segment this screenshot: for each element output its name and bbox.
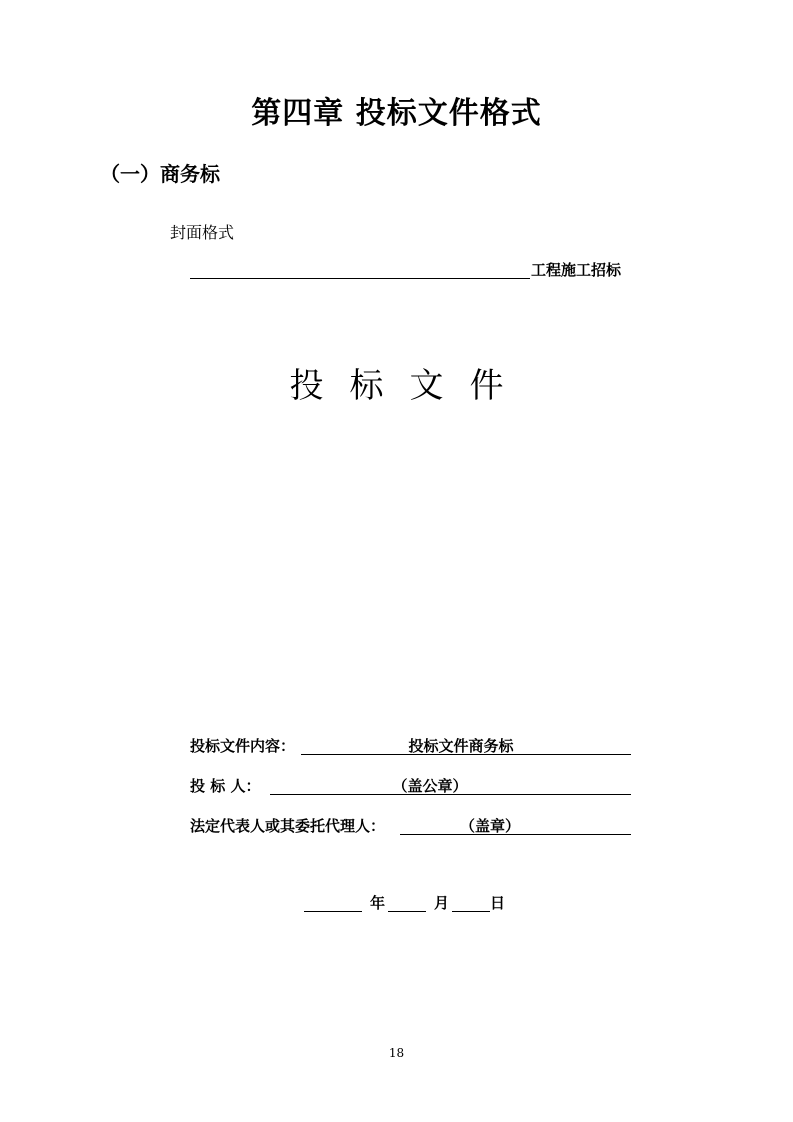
chapter-title: 第四章 投标文件格式 xyxy=(251,96,542,131)
cover-format-label: 封面格式 xyxy=(170,223,235,242)
field-label-legal-rep: 法定代表人或其委托代理人： xyxy=(190,817,386,835)
field-label-bidder: 投 标 人： xyxy=(190,777,261,795)
date-year-label: 年 xyxy=(370,894,386,912)
field-label-content: 投标文件内容： xyxy=(190,737,296,755)
field-value-legal-rep: （盖章） xyxy=(459,817,520,835)
field-row-content xyxy=(190,735,631,759)
project-name-blank-line xyxy=(190,278,530,279)
date-day-blank xyxy=(452,911,490,912)
date-year-blank xyxy=(304,911,362,912)
section-heading: （一）商务标 xyxy=(100,162,220,186)
date-month-label: 月 xyxy=(434,894,450,912)
document-title: 投标文件 xyxy=(289,366,530,406)
date-month-blank xyxy=(388,911,426,912)
field-value-content: 投标文件商务标 xyxy=(408,737,514,755)
field-row-legal-rep xyxy=(190,815,631,839)
page-number: 18 xyxy=(388,1046,405,1060)
date-row xyxy=(304,892,524,916)
project-suffix: 工程施工招标 xyxy=(531,261,622,279)
field-value-bidder: （盖公章） xyxy=(392,777,468,795)
date-day-label: 日 xyxy=(490,894,506,912)
field-row-bidder xyxy=(190,775,631,799)
